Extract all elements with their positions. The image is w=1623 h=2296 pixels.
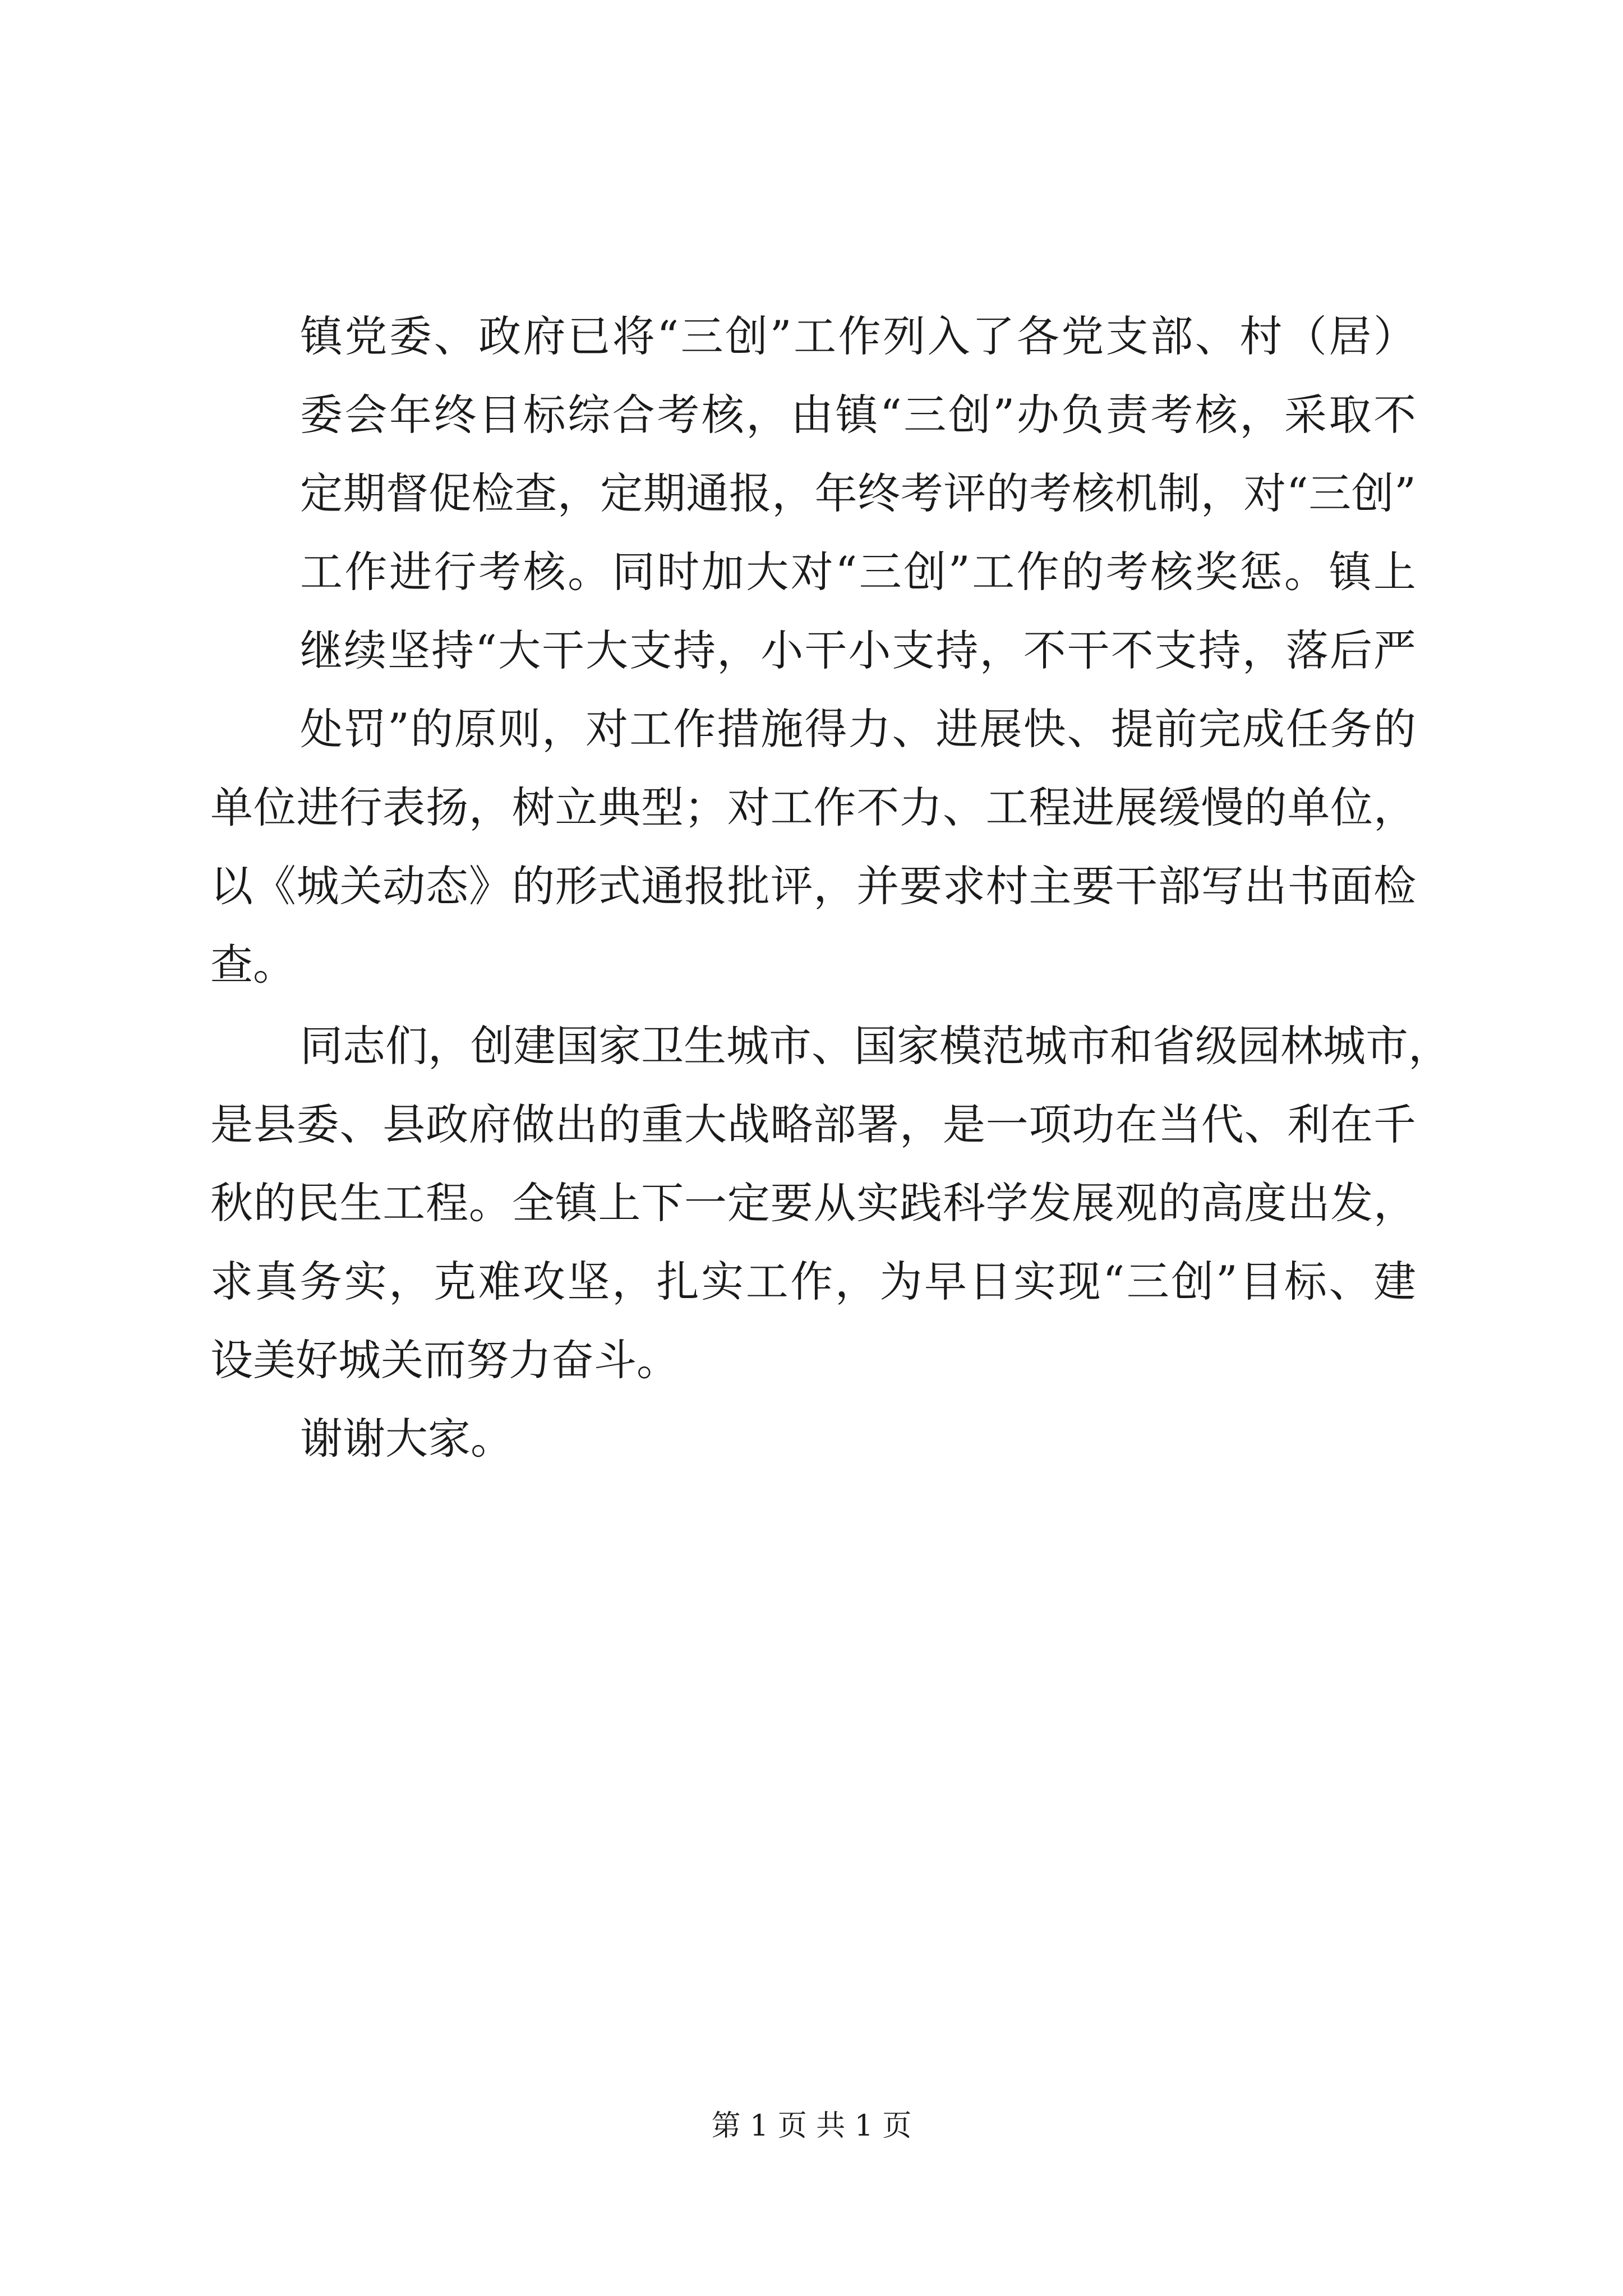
- paragraph-1-line-1: 镇党委、政府已将“三创”工作列入了各党支部、村（居）: [300, 311, 1416, 361]
- paragraph-1-line-6: 处罚”的原则，对工作措施得力、进展快、提前完成任务的: [300, 704, 1416, 754]
- page-number-footer: 第 1 页 共 1 页: [711, 2109, 912, 2143]
- paragraph-1-line-9: 查。: [210, 940, 296, 990]
- paragraph-2-line-2: 是县委、县政府做出的重大战略部署，是一项功在当代、利在千: [210, 1099, 1416, 1149]
- paragraph-1-line-5: 继续坚持“大干大支持，小干小支持，不干不支持，落后严: [300, 625, 1416, 675]
- paragraph-1-line-2: 委会年终目标综合考核，由镇“三创”办负责考核，采取不: [300, 390, 1416, 440]
- paragraph-2-line-3: 秋的民生工程。全镇上下一定要从实践科学发展观的高度出发，: [210, 1178, 1416, 1228]
- paragraph-1-line-7: 单位进行表扬，树立典型；对工作不力、工程进展缓慢的单位，: [210, 783, 1416, 832]
- paragraph-2-line-4: 求真务实，克难攻坚，扎实工作，为早日实现“三创”目标、建: [210, 1257, 1416, 1306]
- paragraph-1-line-3: 定期督促检查，定期通报，年终考评的考核机制，对“三创”: [300, 468, 1416, 518]
- paragraph-3-line-1: 谢谢大家。: [300, 1414, 513, 1464]
- paragraph-1-line-4: 工作进行考核。同时加大对“三创”工作的考核奖惩。镇上: [300, 547, 1416, 597]
- paragraph-1-line-8: 以《城关动态》的形式通报批评，并要求村主要干部写出书面检: [210, 861, 1416, 911]
- paragraph-2-line-1: 同志们，创建国家卫生城市、国家模范城市和省级园林城市，: [300, 1021, 1451, 1071]
- paragraph-2-line-5: 设美好城关而努力奋斗。: [210, 1335, 679, 1385]
